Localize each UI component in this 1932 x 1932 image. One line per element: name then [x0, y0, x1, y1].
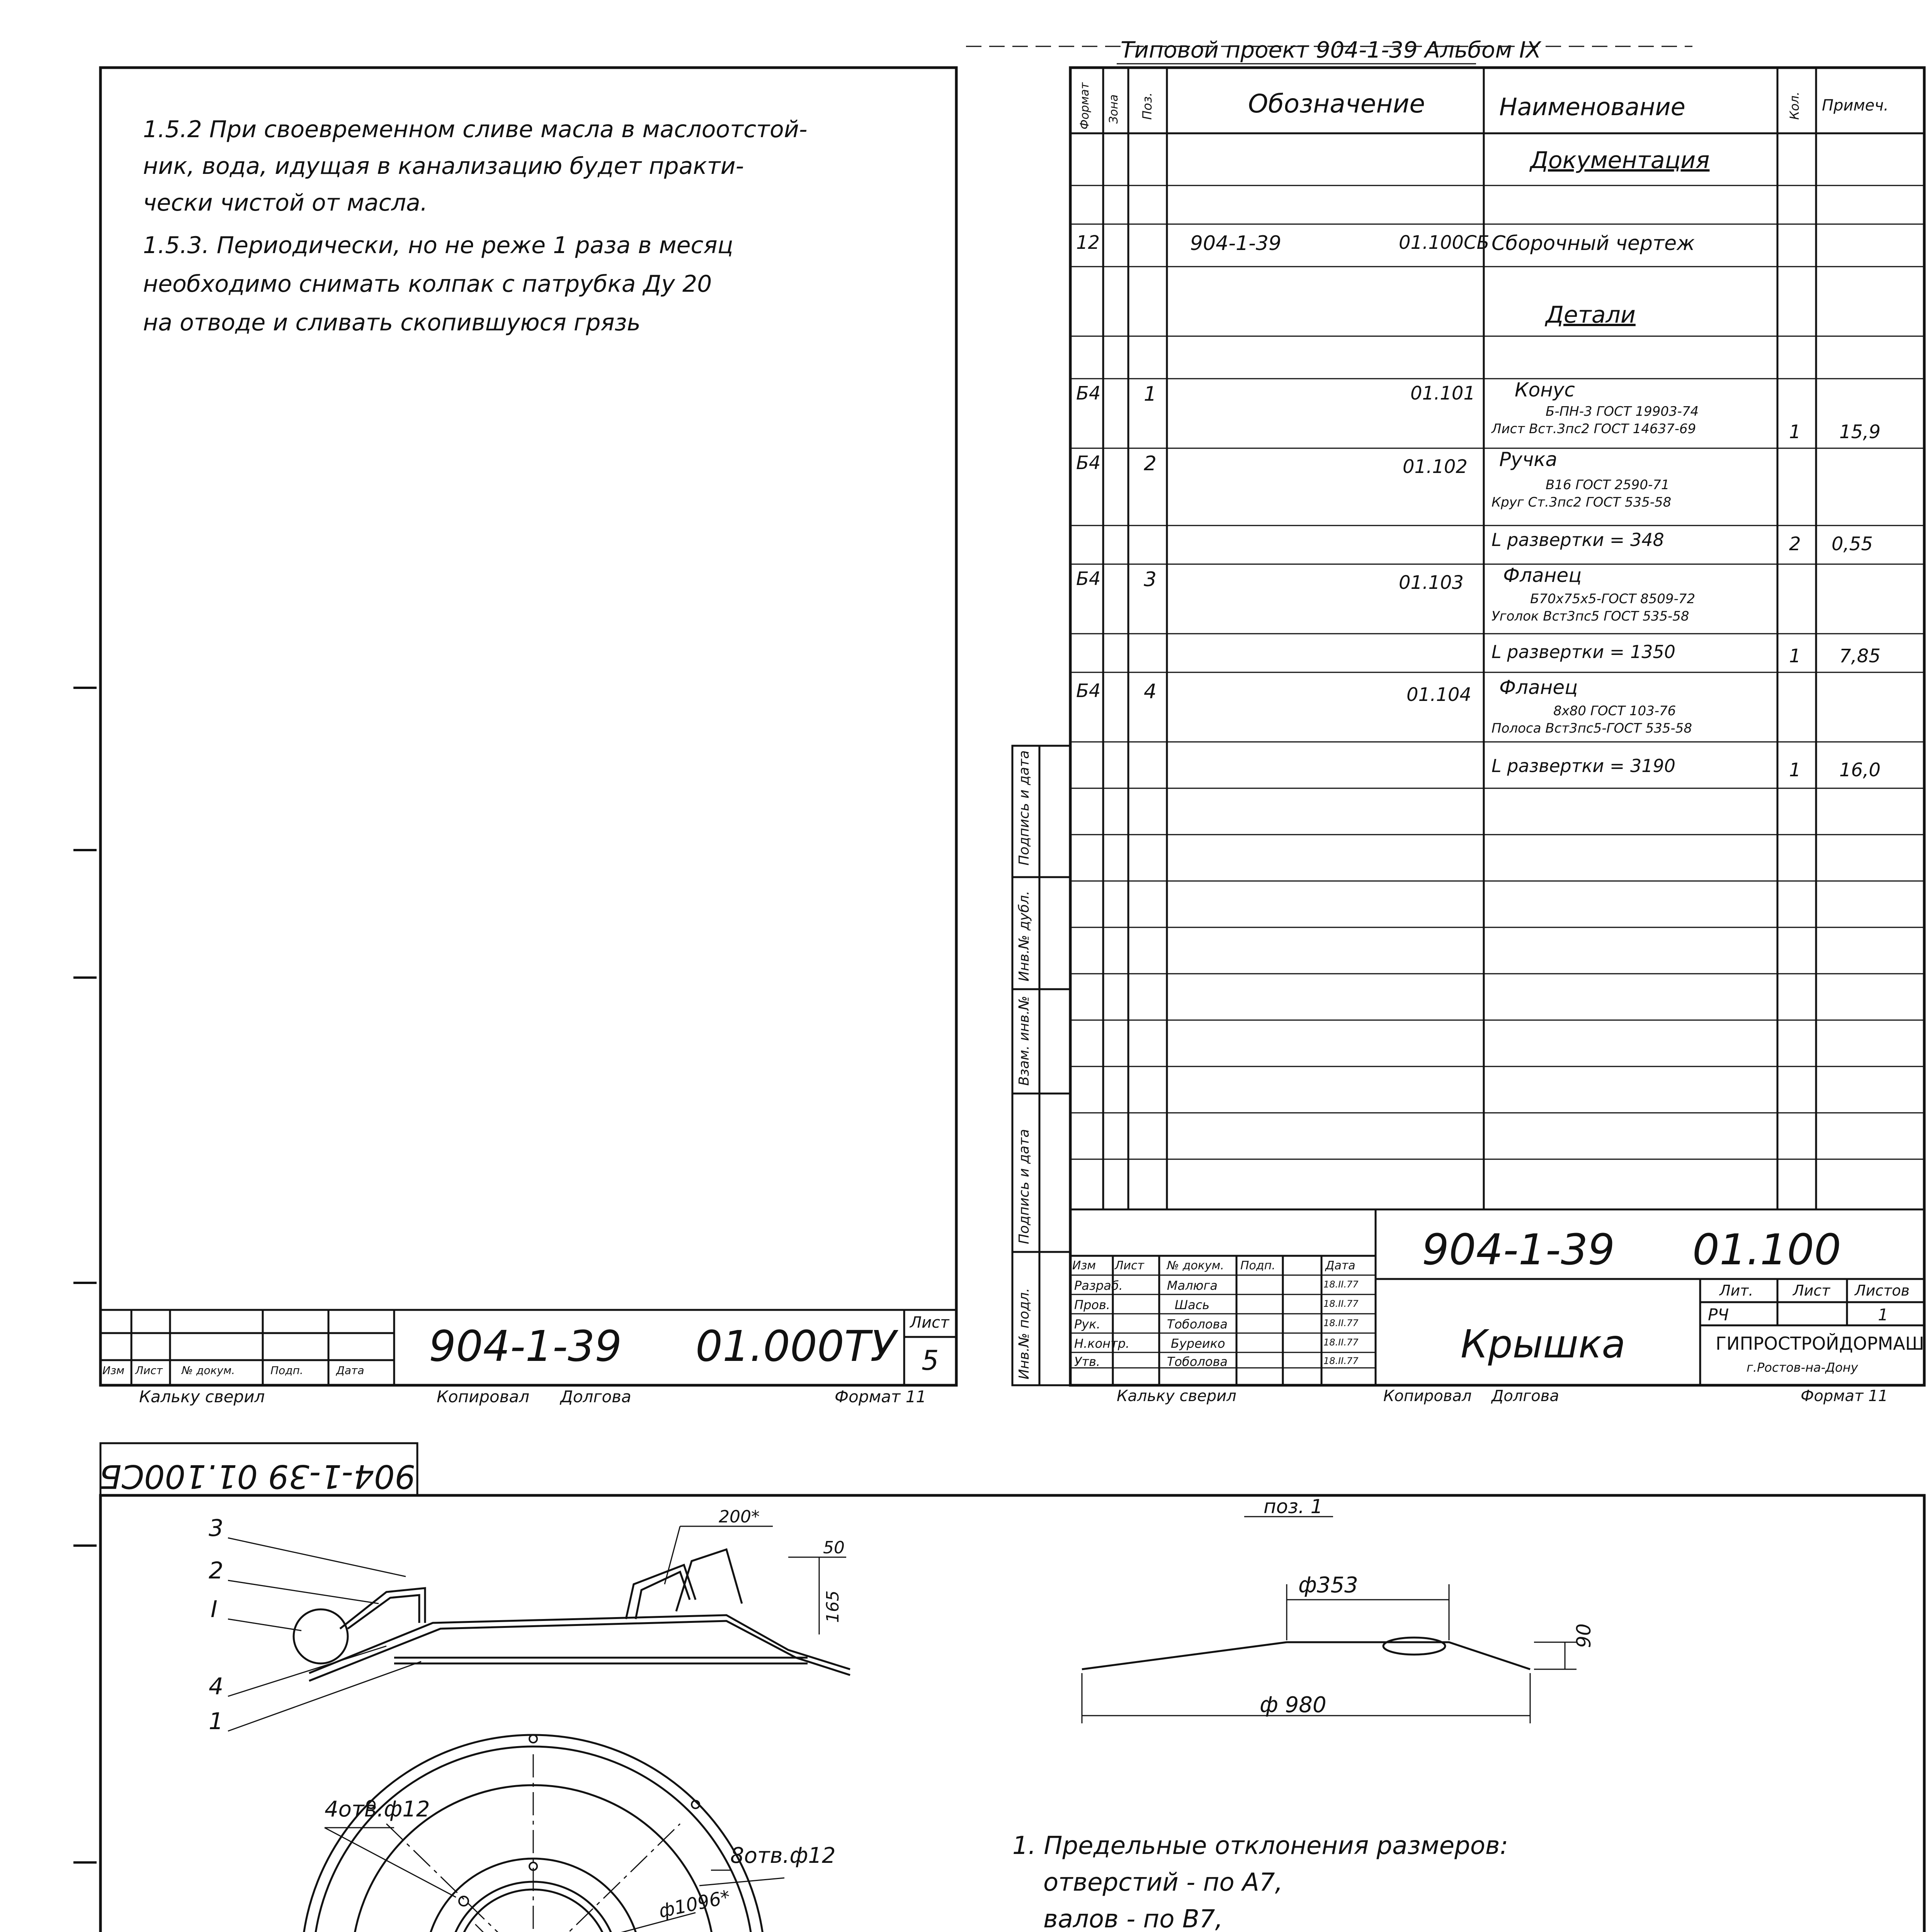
- spec-note-1: 1. Предельные отклонения размеров:: [1012, 1832, 1509, 1860]
- tr-tb-h-date: Дата: [1325, 1259, 1355, 1272]
- footer-copier: Долгова: [560, 1387, 631, 1406]
- row-2-qty: 1: [1789, 421, 1801, 443]
- side-label-5: Инв.№ подл.: [1016, 1288, 1032, 1379]
- col-code: Обозначение: [1248, 89, 1425, 119]
- row-3-extra: L развертки = 348: [1492, 529, 1664, 550]
- tr-tb-h-list: Лист: [1115, 1259, 1145, 1272]
- pos1-dim-height: 90: [1573, 1623, 1595, 1648]
- tr-role-4: Н.контр.: [1074, 1336, 1130, 1351]
- row-5-spec2: Полоса Вст3пс5-ГОСТ 535-58: [1492, 721, 1692, 736]
- side-label-1: Подпись и дата: [1016, 750, 1032, 866]
- col-zone: Зона: [1107, 94, 1121, 124]
- row-2-name: Конус: [1515, 379, 1575, 401]
- row-5-extra: L развертки = 3190: [1492, 755, 1676, 776]
- assembly-dim-50: 50: [823, 1538, 845, 1558]
- note-line-1: 1.5.2 При своевременном сливе масла в маслоотстой-: [143, 116, 808, 143]
- tb-header-doc: № докум.: [182, 1364, 235, 1377]
- footer-format: Формат 11: [835, 1387, 927, 1406]
- tr-tb-code: 01.100: [1692, 1225, 1841, 1274]
- row-4-format: Б4: [1076, 568, 1101, 590]
- tr-name-5: Тоболова: [1167, 1354, 1228, 1369]
- assembly-label-2: 2: [209, 1557, 224, 1584]
- col-qty: Кол.: [1787, 92, 1802, 120]
- tr-tb-lit: РЧ: [1708, 1305, 1729, 1324]
- row-5-name: Фланец: [1499, 676, 1578, 699]
- tr-name-3: Тоболова: [1167, 1317, 1228, 1332]
- tb-sheet-label: Лист: [910, 1314, 949, 1332]
- tr-date-5: 18.II.77: [1323, 1355, 1359, 1366]
- tr-name-4: Буреико: [1171, 1336, 1225, 1351]
- plan-dim-1096: ф1096*: [657, 1886, 732, 1922]
- tb-sheet-no: 5: [922, 1345, 939, 1376]
- tr-tb-project: 904-1-39: [1422, 1225, 1615, 1274]
- tr-tb-title: Крышка: [1461, 1321, 1626, 1367]
- row-2-format: Б4: [1076, 383, 1101, 404]
- row-4-extra: L развертки = 1350: [1492, 641, 1676, 662]
- row-2-code2: 01.101: [1410, 383, 1475, 404]
- note-line-3: чески чистой от масла.: [143, 189, 428, 216]
- assembly-label-I: I: [211, 1596, 218, 1623]
- tr-tb-h-doc: № докум.: [1167, 1259, 1224, 1272]
- tb-code: 01.000ТУ: [696, 1321, 896, 1371]
- pos1-label: поз. 1: [1264, 1495, 1323, 1518]
- side-label-4: Подпись и дата: [1016, 1129, 1032, 1244]
- row-4-name: Фланец: [1503, 564, 1582, 587]
- tr-name-1: Малюга: [1167, 1278, 1218, 1293]
- side-label-3: Взам. инв.№: [1016, 996, 1032, 1086]
- note-line-4: 1.5.3. Периодически, но не реже 1 раза в месяц: [143, 232, 733, 259]
- tr-tb-sheets-label: Листов: [1855, 1282, 1910, 1299]
- row-1-code2: 01.100СБ: [1399, 232, 1490, 253]
- tr-date-2: 18.II.77: [1323, 1298, 1359, 1309]
- row-3-pos: 2: [1144, 452, 1157, 475]
- row-5-code2: 01.104: [1406, 684, 1471, 706]
- row-3-name: Ручка: [1499, 448, 1558, 471]
- row-4-note: 7,85: [1839, 645, 1881, 667]
- row-3-spec2: Круг Ст.3пс2 ГОСТ 535-58: [1492, 495, 1672, 510]
- tr-footer-format: Формат 11: [1801, 1387, 1888, 1405]
- tb-project: 904-1-39: [429, 1321, 622, 1371]
- row-5-note: 16,0: [1839, 759, 1881, 781]
- row-5-format: Б4: [1076, 680, 1101, 702]
- header-line: Типовой проект 904-1-39 Альбом IX: [1121, 37, 1541, 63]
- tr-role-5: Утв.: [1074, 1354, 1100, 1369]
- col-note: Примеч.: [1822, 97, 1889, 114]
- row-3-qty: 2: [1789, 533, 1801, 555]
- row-1-format: 12: [1076, 232, 1100, 253]
- row-4-code2: 01.103: [1399, 572, 1464, 594]
- tr-name-2: Шась: [1175, 1298, 1210, 1312]
- assembly-label-1: 1: [209, 1708, 224, 1735]
- tr-date-3: 18.II.77: [1323, 1318, 1359, 1328]
- row-2-pos: 1: [1144, 383, 1157, 406]
- tr-footer-copied: Копировал: [1383, 1387, 1472, 1405]
- row-1-code: 904-1-39: [1190, 232, 1282, 255]
- tb-header-sign: Подп.: [270, 1364, 303, 1377]
- col-pos: Поз.: [1140, 92, 1155, 120]
- note-line-6: на отводе и сливать скопившуюся грязь: [143, 309, 641, 336]
- tr-role-3: Рук.: [1074, 1317, 1100, 1332]
- row-3-code2: 01.102: [1403, 456, 1468, 478]
- col-format: Формат: [1078, 82, 1092, 129]
- doc-stamp: 904-1-39 01.100СБ: [99, 1458, 415, 1495]
- row-2-note: 15,9: [1839, 421, 1881, 443]
- tr-tb-city: г.Ростов-на-Дону: [1747, 1360, 1858, 1375]
- section-parts: Детали: [1546, 301, 1636, 328]
- tr-role-1: Разраб.: [1074, 1278, 1123, 1293]
- row-4-qty: 1: [1789, 645, 1801, 667]
- assembly-label-4: 4: [209, 1673, 224, 1700]
- row-5-spec: 8х80 ГОСТ 103-76: [1553, 703, 1676, 719]
- tb-header-date: Дата: [336, 1364, 364, 1377]
- plan-holes-8: 8отв.ф12: [730, 1843, 836, 1868]
- tr-date-1: 18.II.77: [1323, 1279, 1359, 1290]
- tr-role-2: Пров.: [1074, 1298, 1110, 1312]
- tr-footer-copier: Долгова: [1492, 1387, 1559, 1405]
- row-4-pos: 3: [1144, 568, 1157, 591]
- tr-tb-lit-label: Лит.: [1719, 1282, 1753, 1299]
- row-2-spec: Б-ПН-3 ГОСТ 19903-74: [1546, 404, 1699, 419]
- tr-tb-h-izm: Изм: [1072, 1259, 1096, 1272]
- row-3-format: Б4: [1076, 452, 1101, 474]
- note-line-2: ник, вода, идущая в канализацию будет практи-: [143, 153, 744, 180]
- tr-tb-org: ГИПРОСТРОЙДОРМАШ: [1716, 1333, 1924, 1354]
- tb-header-list: Лист: [135, 1364, 163, 1377]
- side-label-2: Инв.№ дубл.: [1016, 891, 1032, 981]
- row-2-spec2: Лист Вст.3пс2 ГОСТ 14637-69: [1492, 421, 1696, 437]
- row-3-note: 0,55: [1832, 533, 1873, 555]
- tr-tb-sheet-label: Лист: [1793, 1282, 1830, 1299]
- row-4-spec: Б70х75х5-ГОСТ 8509-72: [1530, 591, 1696, 607]
- row-5-qty: 1: [1789, 759, 1801, 781]
- assembly-dim-200: 200*: [719, 1507, 760, 1527]
- row-5-pos: 4: [1144, 680, 1157, 703]
- note-line-5: необходимо снимать колпак с патрубка Ду 20: [143, 270, 712, 298]
- row-1-name: Сборочный чертеж: [1492, 232, 1695, 255]
- plan-holes-4: 4отв.ф12: [325, 1797, 430, 1822]
- assembly-dim-165: 165: [823, 1590, 843, 1623]
- pos1-dim-top: ф353: [1298, 1573, 1358, 1598]
- row-3-spec: В16 ГОСТ 2590-71: [1546, 477, 1670, 493]
- footer-copy-checked: Кальку сверил: [139, 1387, 265, 1406]
- tr-tb-sheets: 1: [1878, 1305, 1888, 1324]
- section-docs: Документация: [1530, 147, 1710, 174]
- tb-header-izm: Изм: [102, 1364, 124, 1377]
- spec-note-3: валов - по В7,: [1043, 1905, 1223, 1932]
- tr-tb-h-sign: Подп.: [1240, 1259, 1276, 1272]
- tr-date-4: 18.II.77: [1323, 1337, 1359, 1348]
- footer-copied: Копировал: [437, 1387, 529, 1406]
- assembly-label-3: 3: [209, 1515, 224, 1542]
- spec-note-2: отверстий - по А7,: [1043, 1868, 1283, 1897]
- pos1-dim-base: ф 980: [1260, 1692, 1327, 1718]
- row-4-spec2: Уголок Вст3пс5 ГОСТ 535-58: [1492, 609, 1689, 624]
- tr-footer-copy-checked: Кальку сверил: [1117, 1387, 1236, 1405]
- col-name: Наименование: [1499, 93, 1685, 121]
